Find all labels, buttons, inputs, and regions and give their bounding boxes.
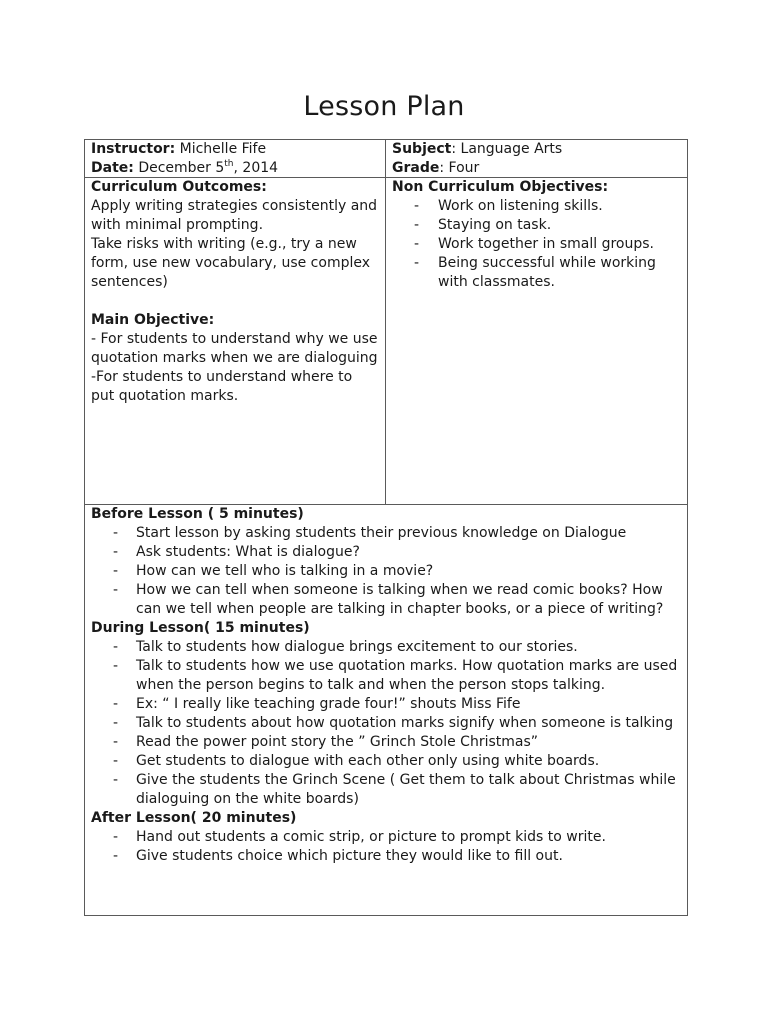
after-lesson-heading: After Lesson( 20 minutes) (91, 810, 297, 826)
curriculum-line: Take risks with writing (e.g., try a new form, use new vocabulary, use complex sentences) (91, 236, 371, 290)
date-year: , 2014 (233, 160, 279, 176)
subject-value: : Language Arts (451, 141, 563, 157)
subject-line (392, 140, 681, 159)
date-label: Date: (91, 160, 134, 176)
list-item: - Work together in small groups. (392, 235, 681, 254)
during-lesson-list (91, 638, 681, 809)
lesson-plan-table (84, 139, 688, 916)
list-item: - Hand out students a comic strip, or picture to prompt kids to write. (91, 828, 681, 847)
main-objective-heading: Main Objective: (91, 312, 215, 328)
after-lesson-list (91, 828, 681, 866)
grade-line (392, 159, 681, 178)
list-item: - Talk to students how dialogue brings excitement to our stories. (91, 638, 681, 657)
instructor-date-cell (85, 140, 386, 178)
list-item: - Ex: “ I really like teaching grade four!” shouts Miss Fife (91, 695, 681, 714)
non-curriculum-list (392, 197, 681, 292)
non-curriculum-cell (386, 178, 687, 505)
list-item: - Talk to students how we use quotation marks. How quotation marks are used when the person begins to talk and when the person stops talking. (91, 657, 681, 695)
before-lesson-list (91, 524, 681, 619)
instructor-line (91, 140, 379, 159)
subject-grade-cell (386, 140, 687, 178)
list-item: - Work on listening skills. (392, 197, 681, 216)
page-title: Lesson Plan (303, 91, 465, 122)
grade-label: Grade (392, 160, 440, 176)
instructor-label: Instructor: (91, 141, 176, 157)
curriculum-heading: Curriculum Outcomes: (91, 179, 267, 195)
during-lesson-heading: During Lesson( 15 minutes) (91, 620, 310, 636)
list-item: - Ask students: What is dialogue? (91, 543, 681, 562)
curriculum-outcomes-cell (85, 178, 386, 505)
list-item: - How can we tell who is talking in a movie? (91, 562, 681, 581)
list-item: - Talk to students about how quotation marks signify when someone is talking (91, 714, 681, 733)
list-item: - Staying on task. (392, 216, 681, 235)
list-item: - Start lesson by asking students their previous knowledge on Dialogue (91, 524, 681, 543)
curriculum-line: Apply writing strategies consistently and with minimal prompting. (91, 198, 378, 233)
list-item: - How we can tell when someone is talking when we read comic books? How can we tell when people are talking in chapter books, or a piece of writing? (91, 581, 681, 619)
list-item: - Read the power point story the ” Grinch Stole Christmas” (91, 733, 681, 752)
instructor-value: Michelle Fife (179, 141, 267, 157)
date-ordinal: th (224, 159, 234, 169)
date-line (91, 159, 379, 178)
subject-label: Subject (392, 141, 452, 157)
non-curriculum-heading: Non Curriculum Objectives: (392, 179, 609, 195)
date-value: December 5 (138, 160, 225, 176)
grade-value: : Four (439, 160, 480, 176)
list-item: - Get students to dialogue with each other only using white boards. (91, 752, 681, 771)
list-item: - Give the students the Grinch Scene ( Get them to talk about Christmas while dialoguing on the white boards) (91, 771, 681, 809)
main-objective-line: - For students to understand why we use quotation marks when we are dialoguing (91, 331, 378, 366)
list-item: - Give students choice which picture they would like to fill out. (91, 847, 681, 866)
before-lesson-heading: Before Lesson ( 5 minutes) (91, 506, 304, 522)
lesson-procedure-cell (85, 505, 687, 915)
list-item: - Being successful while working with classmates. (392, 254, 681, 292)
main-objective-line: -For students to understand where to put quotation marks. (91, 369, 353, 404)
